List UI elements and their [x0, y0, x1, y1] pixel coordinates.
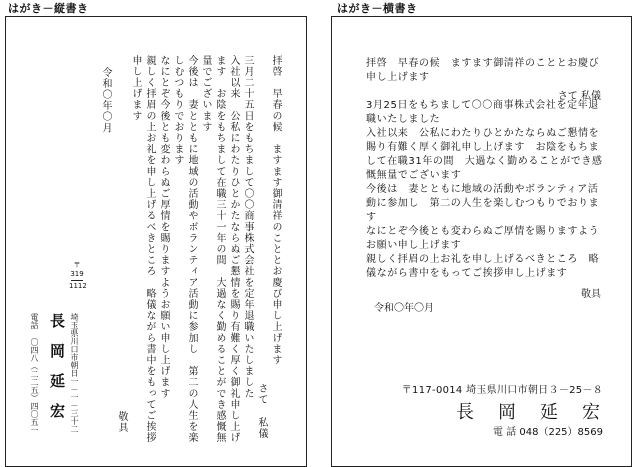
horizontal-line-11: 動に参加し 第二の人生を楽しむつもりでおりま: [366, 198, 600, 209]
postal-upper: 319: [70, 270, 84, 278]
vertical-line-1: 拝啓 早春の候 ますます御清祥のこととお慶び申し上げます: [270, 55, 281, 366]
vertical-line-10: 親しく拝眉の上お礼を申し上げるべきところ 略儀ながら書中をもってご挨拶: [144, 55, 155, 444]
horizontal-line-12: す: [366, 212, 377, 223]
vertical-line-7: 今後は 妻とともに地域の活動やボランティア活動に参加し 第二の人生を楽: [186, 55, 197, 444]
horizontal-panel-title: はがき－横書き: [337, 2, 418, 15]
vertical-line-9: なにとぞ今後とも変わらぬご厚情を賜りますようお願い申し上げます: [158, 55, 169, 400]
horizontal-line-10: 今後は 妻とともに地域の活動やボランティア活: [366, 184, 599, 195]
horizontal-sender-address: 〒117-0014 埼玉県川口市朝日３－25－８: [401, 385, 603, 396]
vertical-line-3: 三月二十五日をもちまして〇〇商事株式会社を定年退職いたしました: [242, 55, 253, 400]
vertical-sender-phone: 電話 〇四八（二二五）四〇五一: [30, 313, 39, 434]
vertical-line-2: さて 私儀: [256, 383, 267, 440]
horizontal-line-5: 職いたしました: [366, 114, 441, 125]
vertical-line-8: しむつもりでおります: [172, 55, 183, 166]
vertical-panel-title: はがき－縦書き: [8, 2, 89, 15]
horizontal-sender-phone: 電 話 048（225）8569: [493, 427, 603, 438]
horizontal-line-7: 賜り有難く厚く御礼申し上げます お陰をもちま: [366, 142, 600, 153]
vertical-sender-address: 埼玉県川口市朝日一－一－三十二: [70, 313, 79, 433]
vertical-line-6: 量でございます: [200, 55, 211, 133]
vertical-sender-name: 長 岡 延 宏: [48, 313, 66, 418]
vertical-postal-code: [69, 261, 85, 291]
postal-lower: 1112: [69, 282, 87, 290]
horizontal-line-8: して在職31年の間 大過なく勤めることができ感: [366, 156, 603, 167]
horizontal-line-14: お願い申し上げます: [366, 240, 462, 251]
horizontal-line-1: 拝啓 早春の候 ますます御清祥のこととお慶び: [366, 58, 600, 69]
horizontal-sender-name: 長 岡 延 宏: [456, 402, 603, 423]
vertical-closing: 敬具: [116, 411, 127, 434]
postcard-horizontal: [331, 16, 632, 467]
horizontal-line-16: 儀ながら書中をもってご挨拶申し上げます: [366, 268, 568, 279]
postal-mark: 〒: [73, 261, 81, 269]
vertical-date: 令和〇年〇月: [100, 67, 111, 134]
horizontal-line-3: さて 私儀: [557, 91, 601, 102]
horizontal-line-15: 親しく拝眉の上お礼を申し上げるべきところ 略: [366, 254, 600, 265]
postcard-vertical: [5, 16, 307, 467]
postal-divider: [71, 280, 83, 281]
horizontal-line-4: 3月25日をもちまして〇〇商事株式会社を定年退: [366, 100, 599, 111]
horizontal-closing: 敬具: [581, 289, 601, 300]
horizontal-line-13: なにとぞ今後とも変わらぬご厚情を賜りますよう: [366, 226, 600, 237]
horizontal-date: 令和〇年〇月: [374, 303, 434, 314]
vertical-line-5: ます お陰をもちまして在職三十一年の間 大過なく勤めることができ感慨無: [214, 55, 225, 444]
horizontal-line-6: 入社以来 公私にわたりひとかたならぬご懇情を: [366, 128, 600, 139]
vertical-line-4: 入社以来 公私にわたりひとかたならぬご懇情を賜り有難く厚く御礼申し上げ: [228, 55, 239, 444]
horizontal-line-9: 慨無量でございます: [366, 170, 462, 181]
horizontal-line-2: 申し上げます: [366, 72, 430, 83]
vertical-line-11: 申し上げます: [130, 55, 141, 122]
